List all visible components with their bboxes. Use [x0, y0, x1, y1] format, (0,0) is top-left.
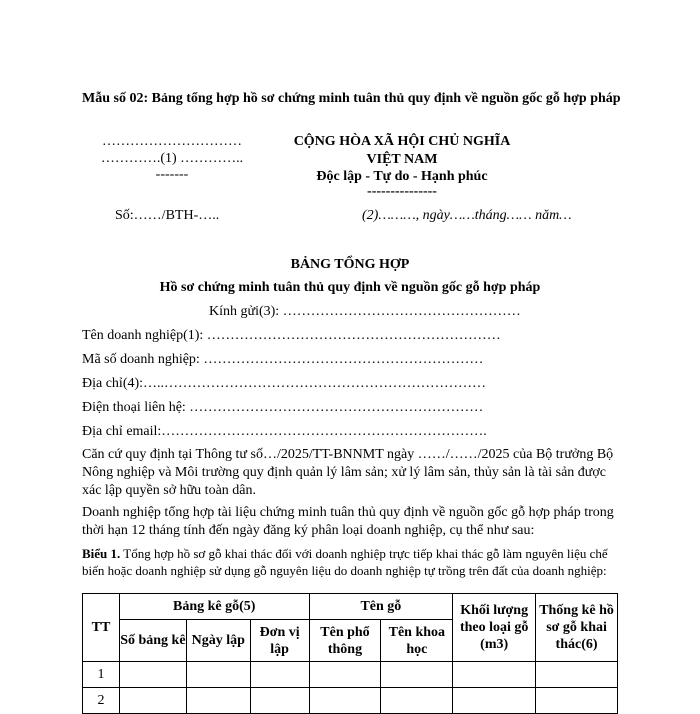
document-subtitle: Hồ sơ chứng minh tuân thủ quy định về nguồn gốc gỗ hợp pháp [159, 280, 541, 295]
legal-basis-paragraph: Căn cứ quy định tại Thông tư số…/2025/TT-BNNMT ngày ……/……/2025 của Bộ trưởng Bộ Nông nghiệp và Môi trường quy định quản lý lâm sản; xử lý lâm sản, thủy sản là tài sản được xác lập quyền sở hữu toàn dân. [82, 447, 614, 498]
summary-paragraph: Doanh nghiệp tổng hợp tài liệu chứng minh tuân thủ quy định về nguồn gốc gỗ hợp pháp trong thời hạn 12 tháng tính đến ngày đăng ký phân loại doanh nghiệp, cụ thể như sau: [82, 505, 614, 538]
field-address: Địa chỉ(4):…..…………………………………………………………… [82, 376, 487, 391]
field-email: Địa chỉ email:……………………………………………………………. [82, 424, 487, 439]
row-number: 1 [83, 662, 120, 688]
document-title: BẢNG TỔNG HỢP [290, 257, 410, 272]
header-issuing-unit: Đơn vị lập [250, 620, 309, 662]
row-number: 2 [83, 688, 120, 714]
national-motto: Độc lập - Tự do - Hạnh phúc [316, 169, 488, 184]
header-created-date: Ngày lập [186, 620, 250, 662]
field-phone: Điện thoại liên hệ: ……………………………………………………… [82, 400, 484, 415]
field-company-code: Mã số doanh nghiệp: …………………………………………………… [82, 352, 484, 367]
table-row [83, 662, 618, 688]
header-volume: Khối lượng theo loại gỗ (m3) [453, 594, 536, 662]
table-caption-text: Tổng hợp hồ sơ gỗ khai thác đối với doanh nghiệp trực tiếp khai thác gỗ làm nguyên liệu chế biến hoặc doanh nghiệp sử dụng gỗ nguyên liệu do doanh nghiệp tự trồng trên đất của doanh nghiệp: [82, 546, 608, 578]
table-caption-label: Biểu 1. [82, 546, 121, 561]
header-common-name: Tên phổ thông [309, 620, 381, 662]
motto-divider: --------------- [367, 184, 437, 199]
table-caption [82, 545, 622, 579]
header-group-list: Bảng kê gỗ(5) [119, 594, 309, 620]
national-title: CỘNG HÒA XÃ HỘI CHỦ NGHĨA VIỆT NAM [293, 134, 511, 167]
header-tt: TT [83, 594, 120, 662]
document-number: Số:……/BTH-….. [115, 208, 220, 223]
agency-divider: ------- [155, 167, 189, 182]
header-stats: Thống kê hồ sơ gỗ khai thác(6) [536, 594, 618, 662]
table-row [83, 688, 618, 714]
recipient-line: Kính gửi(3): …………………………………………… [209, 304, 521, 319]
field-company-name: Tên doanh nghiệp(1): ……………………………………………………… [82, 328, 501, 343]
header-list-number: Số bảng kê [119, 620, 186, 662]
form-title: Mẫu số 02: Bảng tổng hợp hồ sơ chứng minh tuân thủ quy định về nguồn gốc gỗ hợp pháp [82, 91, 621, 106]
header-group-wood-name: Tên gỗ [309, 594, 453, 620]
header-scientific-name: Tên khoa học [381, 620, 453, 662]
records-table [82, 593, 618, 714]
agency-dots-line: ………………………… [102, 134, 242, 149]
place-date-line: (2)………, ngày……tháng…… năm… [362, 208, 572, 223]
agency-name-line: ………….(1) ………….. [100, 151, 244, 166]
